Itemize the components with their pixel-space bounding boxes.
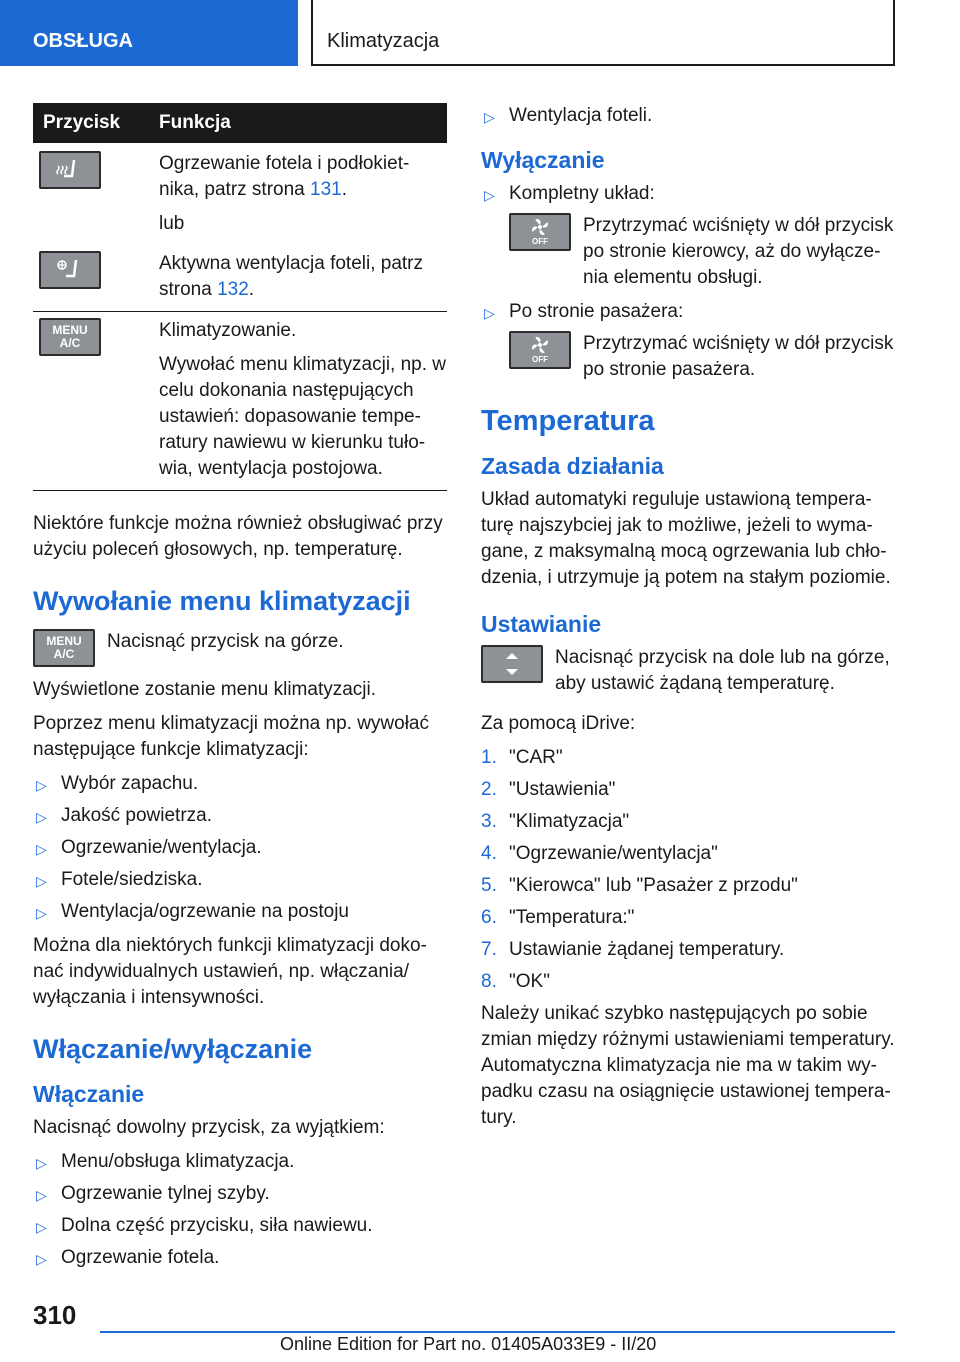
- triangle-bullet-icon: ▷: [36, 809, 47, 825]
- off-list: [481, 181, 895, 207]
- table-row: [33, 312, 447, 491]
- individual-text: Można dla niektórych funkcji klimatyzacji doko- nać indywidualnych ustawień, np. włączania/ wyłączania i intensywności.: [33, 935, 427, 1008]
- on-exception-list: [33, 1149, 447, 1271]
- heading-off: Wyłączanie: [481, 147, 605, 173]
- page-number: 310: [33, 1300, 77, 1330]
- intro-text: Niektóre funkcje można również obsługiwać przy użyciu poleceń głosowych, np. temperaturę.: [33, 513, 443, 560]
- list-item: ▷ Po stronie pasażera:: [481, 299, 895, 325]
- list-item: 6. "Temperatura:": [481, 907, 635, 928]
- off-full-desc: Przytrzymać wciśnięty w dół przycisk po stronie kierowcy, aż do wyłącze- nia elementu obsługi.: [583, 215, 894, 288]
- list-item: 5. "Kierowca" lub "Pasażer z przodu": [481, 875, 798, 896]
- list-item: ▷ Ogrzewanie/wentylacja.: [33, 835, 447, 861]
- button-function-table: [33, 103, 447, 491]
- triangle-bullet-icon: ▷: [36, 777, 47, 793]
- idrive-steps: [481, 745, 895, 995]
- section-tab: OBSŁUGA: [0, 0, 298, 66]
- off-passenger-desc: Przytrzymać wciśnięty w dół przycisk po stronie pasażera.: [583, 333, 894, 380]
- table-cell-text: Wywołać menu klimatyzacji, np. w celu dokonania następujących ustawień: dopasowanie tempe- ratury nawiewu w kierunku tuło- wia, wentylacja postojowa.: [159, 354, 447, 479]
- on-exception-list-cont: [481, 103, 895, 129]
- punct: .: [341, 179, 348, 200]
- page-link[interactable]: 132: [217, 279, 249, 300]
- table-row: [33, 245, 447, 312]
- menu-ac-button-icon: [33, 629, 95, 667]
- triangle-bullet-icon: ▷: [36, 1219, 47, 1235]
- table-header-function: Funkcja: [159, 103, 447, 143]
- footer-divider: [100, 1331, 895, 1333]
- principle-text: Układ automatyki reguluje ustawioną tempera- turę najszybciej jak to możliwe, jeżeli to wyma- gane, z maksymalną mocą ogrzewania lub chło- dzenia, i utrzymuje ją potem na stałym poziomie.: [481, 489, 891, 588]
- off-list-2: [481, 299, 895, 325]
- right-column: [481, 103, 895, 1139]
- list-item: 3. "Klimatyzacja": [481, 811, 630, 832]
- on-text: Nacisnąć dowolny przycisk, za wyjątkiem:: [33, 1117, 385, 1138]
- fan-off-button-icon: [509, 331, 571, 369]
- temperature-up-down-button-icon: [481, 645, 543, 683]
- menu-shown-text: Wyświetlone zostanie menu klimatyzacji.: [33, 679, 377, 700]
- list-item: ▷ Wentylacja/ogrzewanie na postoju: [33, 899, 447, 925]
- btn-label: MENU: [46, 634, 82, 648]
- triangle-bullet-icon: ▷: [484, 305, 495, 321]
- list-item: ▷ Wybór zapachu.: [33, 771, 447, 797]
- off-label: OFF: [532, 355, 548, 364]
- menu-function-list: [33, 771, 447, 925]
- idrive-text: Za pomocą iDrive:: [481, 713, 636, 734]
- triangle-bullet-icon: ▷: [36, 1155, 47, 1171]
- heading-setting: Ustawianie: [481, 611, 602, 637]
- triangle-bullet-icon: ▷: [36, 1251, 47, 1267]
- fan-off-button-icon: [509, 213, 571, 251]
- list-item: ▷ Wentylacja foteli.: [481, 103, 895, 129]
- list-item: 8. "OK": [481, 971, 550, 992]
- menu-via-text: Poprzez menu klimatyzacji można np. wywołać następujące funkcje klimatyzacji:: [33, 713, 429, 760]
- list-item: ▷ Ogrzewanie fotela.: [33, 1245, 447, 1271]
- triangle-bullet-icon: ▷: [36, 1187, 47, 1203]
- list-item: ▷ Fotele/siedziska.: [33, 867, 447, 893]
- off-label: OFF: [532, 237, 548, 246]
- chapter-title: Klimatyzacja: [311, 0, 895, 66]
- triangle-bullet-icon: ▷: [36, 905, 47, 921]
- punct: .: [248, 279, 255, 300]
- triangle-bullet-icon: ▷: [484, 109, 495, 125]
- footer-edition: Online Edition for Part no. 01405A033E9 - II/20: [280, 1334, 657, 1354]
- avoid-text: Należy unikać szybko następujących po sobie zmian między różnymi ustawieniami temperatury. Automatyczna klimatyzacja nie ma w takim wy- padku czasu na osiągnięcie ustawionej tempera- tury.: [481, 1003, 895, 1128]
- seat-ventilation-button-icon: [39, 251, 101, 289]
- btn-label: A/C: [53, 647, 75, 661]
- heading-menu: Wywołanie menu klimatyzacji: [33, 586, 411, 616]
- list-item: ▷ Dolna część przycisku, siła nawiewu.: [33, 1213, 447, 1239]
- heading-principle: Zasada działania: [481, 453, 664, 479]
- list-item: 2. "Ustawienia": [481, 779, 616, 800]
- menu-ac-button-icon: [39, 318, 101, 356]
- btn-label: MENU: [52, 323, 88, 337]
- list-item: ▷ Kompletny układ:: [481, 181, 895, 207]
- heading-on: Włączanie: [33, 1081, 145, 1107]
- table-cell-text: Ogrzewanie fotela i podłokiet- nika, patrz strona: [159, 153, 410, 200]
- btn-label: A/C: [59, 336, 81, 350]
- list-item: 1. "CAR": [481, 747, 563, 768]
- list-item: 4. "Ogrzewanie/wentylacja": [481, 843, 718, 864]
- heading-onoff: Włączanie/wyłączanie: [33, 1034, 313, 1064]
- list-item: ▷ Jakość powietrza.: [33, 803, 447, 829]
- setting-button-block: [481, 645, 895, 697]
- table-row: [33, 203, 447, 245]
- list-item: ▷ Ogrzewanie tylnej szyby.: [33, 1181, 447, 1207]
- setting-press-text: Nacisnąć przycisk na dole lub na górze, aby ustawić żądaną temperaturę.: [555, 647, 890, 694]
- triangle-bullet-icon: ▷: [36, 873, 47, 889]
- heading-temperature: Temperatura: [481, 405, 655, 437]
- off-driver-block: [509, 213, 895, 291]
- page-link[interactable]: 131: [310, 179, 342, 200]
- menu-button-block: [33, 629, 447, 667]
- or-text: lub: [159, 213, 185, 234]
- triangle-bullet-icon: ▷: [484, 187, 495, 203]
- menu-press-text: Nacisnąć przycisk na górze.: [107, 631, 344, 652]
- table-cell-text: Aktywna wentylacja foteli, patrz strona: [159, 253, 424, 300]
- list-item: 7. Ustawianie żądanej temperatury.: [481, 939, 785, 960]
- left-column: [33, 103, 447, 1279]
- seat-heating-button-icon: [39, 151, 101, 189]
- off-passenger-block: [509, 331, 895, 383]
- table-header-button: Przycisk: [33, 103, 159, 143]
- triangle-bullet-icon: ▷: [36, 841, 47, 857]
- list-item: ▷ Menu/obsługa klimatyzacja.: [33, 1149, 447, 1175]
- table-cell-text: Klimatyzowanie.: [159, 320, 297, 341]
- table-row: [33, 143, 447, 203]
